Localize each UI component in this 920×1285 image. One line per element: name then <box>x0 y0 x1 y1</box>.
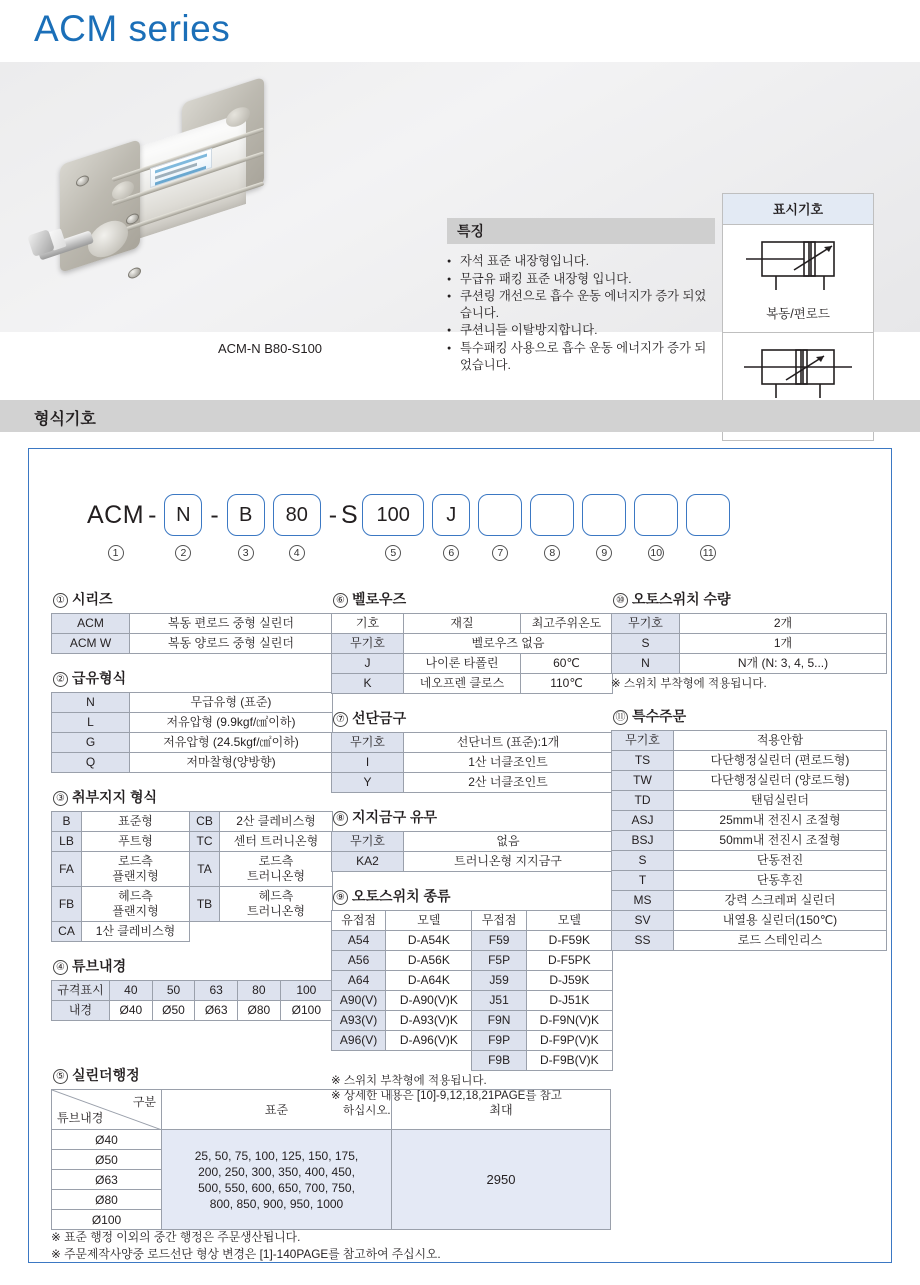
rod-end-title <box>333 708 613 728</box>
table-row <box>612 731 887 751</box>
circle-number: ④ <box>53 960 68 975</box>
table-cell: F9P <box>472 1031 526 1051</box>
table-cell: D-J59K <box>526 971 612 991</box>
column-middle <box>331 589 613 1133</box>
table-row: I 1산 너클조인트 <box>332 753 613 773</box>
table-cell: J51 <box>472 991 526 1011</box>
table-row <box>52 812 333 832</box>
table-row: 무기호 벨로우즈 없음 <box>332 634 613 654</box>
block-rod-end <box>331 708 613 793</box>
table-cell: Ø50 <box>152 1001 195 1021</box>
model-code-box-6[interactable]: J <box>432 494 470 536</box>
table-cell: A64 <box>332 971 386 991</box>
model-code-index-8: 8 <box>544 545 560 561</box>
table-row: Y 2산 너클조인트 <box>332 773 613 793</box>
page-title: ACM series <box>34 8 231 49</box>
block-stroke <box>51 1065 611 1230</box>
table-cell: 무접점 <box>472 911 526 931</box>
circle-number: ③ <box>53 791 68 806</box>
table-cell: 센터 트러니온형 <box>220 832 333 852</box>
table-cell: A54 <box>332 931 386 951</box>
table-cell: A56 <box>332 951 386 971</box>
table-row: J 나이론 타폴린 60℃ <box>332 654 613 674</box>
table-cell: 헤드측 트러니온형 <box>220 887 333 922</box>
footnotes <box>51 1229 851 1263</box>
model-code-index-10: 10 <box>648 545 664 561</box>
bellows-table <box>331 613 613 694</box>
table-cell: D-A96(V)K <box>386 1031 472 1051</box>
circle-number: ⑨ <box>333 890 348 905</box>
table-cell: SV <box>612 911 674 931</box>
table-row: 무기호 2개 <box>612 614 887 634</box>
table-row <box>612 771 887 791</box>
footnote: ※ 주문제작사양중 로드선단 형상 변경은 [1]-140PAGE를 참고하여 주십시오. <box>51 1247 441 1261</box>
model-code-box-8[interactable] <box>530 494 574 536</box>
table-cell: Ø63 <box>52 1170 162 1190</box>
table-row: S 1개 <box>612 634 887 654</box>
table-cell: SS <box>612 931 674 951</box>
table-cell: CB <box>190 812 220 832</box>
table-cell: 단동후진 <box>674 871 887 891</box>
model-code-box-11[interactable] <box>686 494 730 536</box>
table-cell: 적용안함 <box>674 731 887 751</box>
table-row: L 저유압형 (9.9kgf/㎠이하) <box>52 713 333 733</box>
symbol-cell-single-rod <box>723 225 873 333</box>
model-code-box-2[interactable]: B <box>227 494 265 536</box>
table-cell: B <box>52 812 82 832</box>
table-cell: 80 <box>238 981 281 1001</box>
table-row <box>612 811 887 831</box>
table-cell: D-A90(V)K <box>386 991 472 1011</box>
table-row <box>332 991 613 1011</box>
note-line: ※ 상세한 내용은 [10]-9,12,18,21PAGE를 참고 <box>331 1090 562 1102</box>
block-bellows <box>331 589 613 694</box>
auto-switch-type-title <box>333 886 613 906</box>
feature-item: ● 자석 표준 내장형입니다. <box>447 253 715 270</box>
block-series <box>51 589 333 654</box>
tube-bore-title <box>53 956 333 976</box>
table-cell: F9N <box>472 1011 526 1031</box>
table-cell: 모델 <box>386 911 472 931</box>
model-code-index-7: 7 <box>492 545 508 561</box>
table-cell: 단동전진 <box>674 851 887 871</box>
feature-item: ● 무급유 패킹 표준 내장형 입니다. <box>447 271 715 288</box>
table-cell: FA <box>52 852 82 887</box>
table-row <box>52 832 333 852</box>
hero-panel <box>0 62 920 372</box>
tube-bore-table <box>51 980 333 1021</box>
table-cell: 25, 50, 75, 100, 125, 150, 175, 200, 250, 300, 350, 400, 450, 500, 550, 600, 650, 700, 750, 800, 850, 900, 950, 1000 <box>162 1130 392 1230</box>
column-right <box>611 589 887 965</box>
table-cell: 2산 클레비스형 <box>220 812 333 832</box>
double-acting-double-rod-symbol <box>736 342 860 408</box>
table-cell: 무기호 <box>612 731 674 751</box>
table-cell: 로드측 플랜지형 <box>82 852 190 887</box>
rod-end-table <box>331 732 613 793</box>
table-cell: T <box>612 871 674 891</box>
feature-item: ● 쿠션링 개선으로 흡수 운동 에너지가 증가 되었습니다. <box>447 288 715 321</box>
model-code-box-1[interactable]: N <box>164 494 202 536</box>
circle-number: ② <box>53 672 68 687</box>
table-cell: CA <box>52 922 82 942</box>
table-cell: Ø80 <box>52 1190 162 1210</box>
model-code-index-3: 3 <box>238 545 254 561</box>
table-cell: S <box>612 851 674 871</box>
column-left <box>51 589 333 1035</box>
table-cell: Ø40 <box>110 1001 153 1021</box>
model-code-prefix: ACM <box>87 500 145 529</box>
model-code-box-5[interactable]: 100 <box>362 494 424 536</box>
table-row: 무기호 선단너트 (표준):1개 <box>332 733 613 753</box>
table-cell: 63 <box>195 981 238 1001</box>
double-acting-single-rod-symbol <box>736 234 860 300</box>
feature-item: ● 쿠션니들 이탈방지합니다. <box>447 322 715 339</box>
table-cell: 탠덤실린더 <box>674 791 887 811</box>
table-row <box>332 1031 613 1051</box>
table-row: 기호 재질 최고주위온도 <box>332 614 613 634</box>
table-row <box>612 891 887 911</box>
series-table <box>51 613 333 654</box>
table-cell: 내경 <box>52 1001 110 1021</box>
model-code-index-6: 6 <box>443 545 459 561</box>
auto-switch-qty-title-text: 오토스위치 수량 <box>632 591 731 607</box>
table-cell: 50mm내 전진시 조절형 <box>674 831 887 851</box>
table-row <box>52 981 333 1001</box>
circle-number: ⑥ <box>333 593 348 608</box>
rod-end-title-text: 선단금구 <box>352 710 407 726</box>
model-code-dash: - <box>148 500 157 529</box>
circle-number: ⑤ <box>53 1069 68 1084</box>
table-cell: 2950 <box>392 1130 611 1230</box>
table-row: Q 저마찰형(양방향) <box>52 753 333 773</box>
special-order-title <box>613 706 887 726</box>
table-cell: 헤드측 플랜지형 <box>82 887 190 922</box>
table-row <box>52 1130 611 1150</box>
table-cell: TW <box>612 771 674 791</box>
circle-number: ① <box>53 593 68 608</box>
table-cell: TD <box>612 791 674 811</box>
table-cell: F5P <box>472 951 526 971</box>
lubrication-title <box>53 668 333 688</box>
table-cell: MS <box>612 891 674 911</box>
bracket-title <box>333 807 613 827</box>
table-row <box>612 871 887 891</box>
block-mounting <box>51 787 333 942</box>
table-cell: D-A56K <box>386 951 472 971</box>
table-cell: D-F5PK <box>526 951 612 971</box>
tube-bore-title-text: 튜브내경 <box>72 958 127 974</box>
lubrication-table <box>51 692 333 773</box>
table-row <box>612 911 887 931</box>
special-order-table <box>611 730 887 951</box>
note-line: ※ 스위치 부착형에 적용됩니다. <box>331 1075 487 1087</box>
table-row: ACM W 복동 양로드 중형 실린더 <box>52 634 333 654</box>
table-row <box>612 751 887 771</box>
table-cell: J59 <box>472 971 526 991</box>
table-cell: 표준형 <box>82 812 190 832</box>
model-code-index-5: 5 <box>385 545 401 561</box>
auto-switch-qty-note: ※ 스위치 부착형에 적용됩니다. <box>611 678 767 690</box>
table-cell: D-A93(V)K <box>386 1011 472 1031</box>
model-code-index-9: 9 <box>596 545 612 561</box>
table-row <box>52 852 333 887</box>
table-cell: 100 <box>280 981 332 1001</box>
model-code-box-3[interactable]: 80 <box>273 494 321 536</box>
model-code-index-11: 11 <box>700 545 716 561</box>
table-cell <box>190 922 220 942</box>
table-cell: F59 <box>472 931 526 951</box>
table-cell: 로드 스테인리스 <box>674 931 887 951</box>
photo-caption: ACM-N B80-S100 <box>218 341 323 356</box>
table-cell: A90(V) <box>332 991 386 1011</box>
table-cell: Ø80 <box>238 1001 281 1021</box>
section-band <box>0 400 920 432</box>
block-bracket <box>331 807 613 872</box>
table-cell: D-F59K <box>526 931 612 951</box>
circle-number: ⑩ <box>613 593 628 608</box>
table-cell: A93(V) <box>332 1011 386 1031</box>
table-row: G 저유압형 (24.5kgf/㎠이하) <box>52 733 333 753</box>
symbol-caption: 복동/편로드 <box>766 307 830 321</box>
table-cell: F9B <box>472 1051 526 1071</box>
series-title-text: 시리즈 <box>72 591 113 607</box>
model-code-dash: - <box>210 500 219 529</box>
table-cell: Ø100 <box>52 1210 162 1230</box>
auto-switch-type-title-text: 오토스위치 종류 <box>352 888 451 904</box>
table-row <box>332 971 613 991</box>
table-row <box>332 911 613 931</box>
table-cell: 40 <box>110 981 153 1001</box>
bellows-title-text: 벨로우즈 <box>352 591 407 607</box>
features-list <box>447 253 715 373</box>
lubrication-title-text: 급유형식 <box>72 670 127 686</box>
section-band-title: 형식기호 <box>34 411 96 428</box>
features-title: 특징 <box>447 218 715 244</box>
block-lubrication <box>51 668 333 773</box>
table-cell: Ø40 <box>52 1130 162 1150</box>
table-cell: 모델 <box>526 911 612 931</box>
table-row <box>332 931 613 951</box>
table-cell: 강력 스크레퍼 실린더 <box>674 891 887 911</box>
model-code-row <box>87 491 734 539</box>
table-cell: D-F9N(V)K <box>526 1011 612 1031</box>
table-row <box>612 851 887 871</box>
model-code-index-1: 1 <box>108 545 124 561</box>
auto-switch-qty-title <box>613 589 887 609</box>
screw <box>128 266 141 280</box>
table-cell: 다단행정실린더 (양로드형) <box>674 771 887 791</box>
bracket-table <box>331 831 613 872</box>
circle-number: ⑦ <box>333 712 348 727</box>
bellows-title <box>333 589 613 609</box>
table-cell: 내열용 실린더(150℃) <box>674 911 887 931</box>
note-line: 하십시오. <box>343 1105 391 1117</box>
table-cell: TA <box>190 852 220 887</box>
block-special-order <box>611 706 887 951</box>
table-row <box>52 887 333 922</box>
table-row: N N개 (N: 3, 4, 5...) <box>612 654 887 674</box>
table-cell: 규격표시 <box>52 981 110 1001</box>
table-row <box>612 831 887 851</box>
model-code-literal: S <box>341 500 359 529</box>
footnote: ※ 표준 행정 이외의 중간 행정은 주문생산됩니다. <box>51 1230 301 1244</box>
stroke-corner-cell: 구분 튜브내경 <box>52 1090 162 1130</box>
model-code-box-7[interactable] <box>478 494 522 536</box>
symbol-legend-title: 표시기호 <box>723 194 873 225</box>
table-cell: 1산 클레비스형 <box>82 922 190 942</box>
model-code-panel <box>28 448 892 1263</box>
table-row <box>332 1011 613 1031</box>
table-cell: Ø50 <box>52 1150 162 1170</box>
table-row <box>52 1090 611 1130</box>
table-row: KA2 트러니온형 지지금구 <box>332 852 613 872</box>
table-cell: LB <box>52 832 82 852</box>
table-cell: ASJ <box>612 811 674 831</box>
circle-number: ⑧ <box>333 811 348 826</box>
model-code-dash: - <box>328 500 338 529</box>
feature-item: ● 특수패킹 사용으로 흡수 운동 에너지가 증가 되었습니다. <box>447 340 715 373</box>
table-cell: A96(V) <box>332 1031 386 1051</box>
stroke-title-text: 실린더행정 <box>72 1067 140 1083</box>
model-code-index-4: 4 <box>289 545 305 561</box>
table-row <box>332 951 613 971</box>
table-cell: TS <box>612 751 674 771</box>
table-cell: 다단행정실린더 (편로드형) <box>674 751 887 771</box>
table-cell: D-A64K <box>386 971 472 991</box>
table-cell: D-F9B(V)K <box>526 1051 612 1071</box>
table-cell: Ø63 <box>195 1001 238 1021</box>
table-cell: Ø100 <box>280 1001 332 1021</box>
table-row <box>612 931 887 951</box>
table-cell: 유접점 <box>332 911 386 931</box>
table-row: 무기호 없음 <box>332 832 613 852</box>
table-cell: 표준 <box>162 1090 392 1130</box>
series-title <box>53 589 333 609</box>
table-cell: TC <box>190 832 220 852</box>
stroke-table <box>51 1089 611 1230</box>
table-cell: 푸트형 <box>82 832 190 852</box>
mounting-table <box>51 811 333 942</box>
model-code-box-10[interactable] <box>634 494 678 536</box>
table-row: K 네오프렌 클로스 110℃ <box>332 674 613 694</box>
table-cell: D-F9P(V)K <box>526 1031 612 1051</box>
table-row <box>612 791 887 811</box>
table-cell: 25mm내 전진시 조절형 <box>674 811 887 831</box>
features-box <box>447 218 715 374</box>
table-cell: D-J51K <box>526 991 612 1011</box>
model-code-box-9[interactable] <box>582 494 626 536</box>
model-code-index-2: 2 <box>175 545 191 561</box>
table-row: ACM 복동 편로드 중형 실린더 <box>52 614 333 634</box>
table-cell <box>220 922 333 942</box>
auto-switch-type-table <box>331 910 613 1071</box>
bracket-title-text: 지지금구 유무 <box>352 809 438 825</box>
table-cell: BSJ <box>612 831 674 851</box>
mounting-title <box>53 787 333 807</box>
table-cell: TB <box>190 887 220 922</box>
table-cell: FB <box>52 887 82 922</box>
table-cell: 50 <box>152 981 195 1001</box>
table-row <box>52 1001 333 1021</box>
table-row: N 무급유형 (표준) <box>52 693 333 713</box>
table-cell: D-A54K <box>386 931 472 951</box>
mounting-title-text: 취부지지 형식 <box>72 789 158 805</box>
table-cell: 최대 <box>392 1090 611 1130</box>
special-order-title-text: 특수주문 <box>632 708 687 724</box>
stroke-title <box>53 1065 611 1085</box>
block-auto-switch-qty <box>611 589 887 692</box>
circle-number: ⑪ <box>613 710 628 725</box>
table-row <box>52 922 333 942</box>
block-tube-bore <box>51 956 333 1021</box>
table-cell: 로드측 트러니온형 <box>220 852 333 887</box>
product-photo <box>30 80 370 295</box>
auto-switch-qty-table <box>611 613 887 674</box>
